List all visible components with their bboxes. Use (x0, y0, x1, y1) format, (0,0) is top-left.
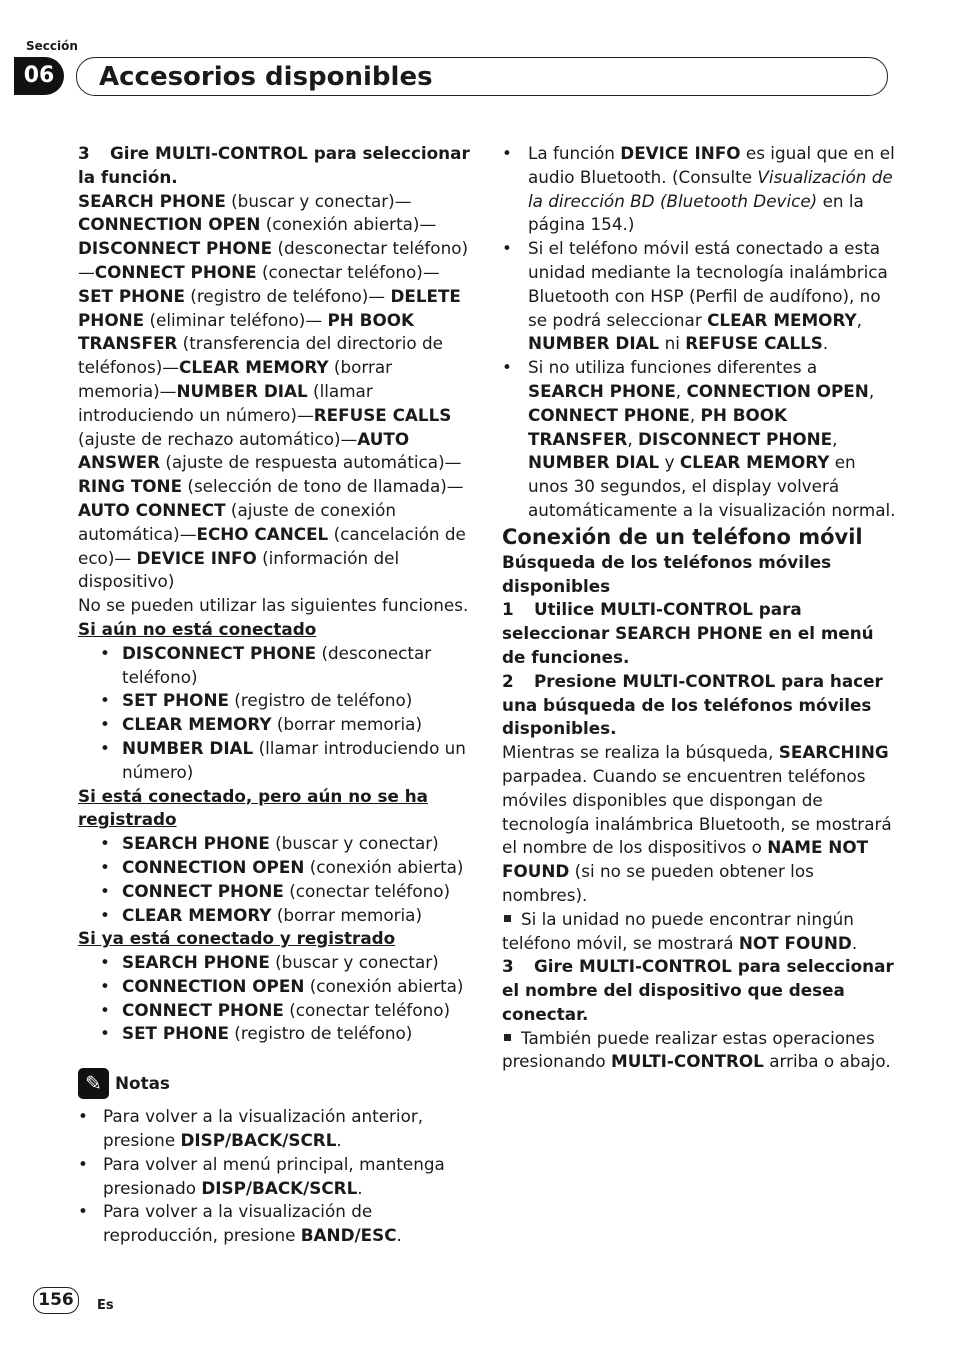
group-list (78, 951, 470, 1046)
pencil-icon: ✎ (78, 1068, 109, 1099)
subsection-heading: Búsqueda de los teléfonos móviles disponibles (502, 551, 832, 596)
notes-list (78, 1105, 470, 1248)
group-heading: Si está conectado, pero aún no se ha registrado (78, 785, 428, 830)
list-item: • CLEAR MEMORY (borrar memoria) (122, 713, 470, 737)
list-item: • NUMBER DIAL (llamar introduciendo un número) (122, 737, 470, 785)
language-code: Es (97, 1298, 114, 1313)
list-item: • CLEAR MEMORY (borrar memoria) (122, 904, 470, 928)
note-item: • Para volver a la visualización anterior, presione DISP/BACK/SCRL. (103, 1105, 470, 1153)
list-item: • DISCONNECT PHONE (desconectar teléfono) (122, 642, 470, 690)
info-bullets (502, 142, 896, 523)
list-item: • SET PHONE (registro de teléfono) (122, 689, 470, 713)
group-heading: Si ya está conectado y registrado (78, 928, 396, 949)
list-item: • SEARCH PHONE (buscar y conectar) (122, 832, 470, 856)
step-3-heading: 3 Gire MULTI-CONTROL para seleccionar la función. (78, 143, 470, 187)
page-title: Accesorios disponibles (99, 62, 433, 92)
section-number: 06 (14, 57, 64, 95)
function-list: SEARCH PHONE (buscar y conectar)— CONNECTION OPEN (conexión abierta)— DISCONNECT PHONE (desconectar teléfono) —CONNECT PHONE (conectar teléfono)— SET PHONE (registro de teléfono)— DELETE PHONE (eliminar teléfono)— PH BOOK TRANSFER (transferencia del directorio de teléfonos)—CLEAR MEMORY (borrar memoria)—NUMBER DIAL (llamar introduciendo un número)—REFUSE CALLS (ajuste de rechazo automático)—AUTO ANSWER (ajuste de respuesta automática)— RING TONE (selección de tono de llamada)— AUTO CONNECT (ajuste de conexión automática)—ECHO CANCEL (cancelación de eco)— DEVICE INFO (información del dispositivo) (78, 190, 469, 592)
square-bullet-icon (504, 1034, 511, 1041)
step-2-heading: 2 Presione MULTI-CONTROL para hacer una búsqueda de los teléfonos móviles disponibles. (502, 670, 883, 739)
list-item: • CONNECTION OPEN (conexión abierta) (122, 856, 470, 880)
list-item: • CONNECT PHONE (conectar teléfono) (122, 999, 470, 1023)
step-3-note: También puede realizar estas operaciones presionando MULTI-CONTROL arriba o abajo. (502, 1027, 891, 1072)
section-label: Sección (26, 39, 78, 53)
step-2-note: Si la unidad no puede encontrar ningún teléfono móvil, se mostrará NOT FOUND. (502, 908, 858, 953)
page-number: 156 (33, 1287, 79, 1314)
note-item: • Para volver al menú principal, mantenga presionado DISP/BACK/SCRL. (103, 1153, 470, 1201)
note-item: • Para volver a la visualización de reproducción, presione BAND/ESC. (103, 1200, 470, 1248)
left-column (78, 142, 470, 1248)
step-1-heading: 1 Utilice MULTI-CONTROL para seleccionar SEARCH PHONE en el menú de funciones. (502, 599, 874, 667)
group-list (78, 642, 470, 785)
square-bullet-icon (504, 915, 511, 922)
step-3-heading: 3 Gire MULTI-CONTROL para seleccionar el nombre del dispositivo que desea conectar. (502, 956, 894, 1024)
group-heading: Si aún no está conectado (78, 618, 317, 639)
step-2-body: Mientras se realiza la búsqueda, SEARCHING parpadea. Cuando se encuentren teléfonos móviles disponibles que dispongan de tecnología inalámbrica Bluetooth, se mostrará el nombre de los dispositivos o NAME NOT FOUND (si no se pueden obtener los nombres). (502, 742, 892, 905)
group-list (78, 832, 470, 927)
info-bullet: • Si el teléfono móvil está conectado a esta unidad mediante la tecnología inalámbrica Bluetooth con HSP (Perfil de audífono), no se podrá seleccionar CLEAR MEMORY, NUMBER DIAL ni REFUSE CALLS. (528, 237, 896, 356)
list-item: • CONNECT PHONE (conectar teléfono) (122, 880, 470, 904)
list-item: • CONNECTION OPEN (conexión abierta) (122, 975, 470, 999)
notes-heading: ✎ Notas (78, 1068, 470, 1099)
info-bullet: • La función DEVICE INFO es igual que en el audio Bluetooth. (Consulte Visualización de la dirección BD (Bluetooth Device) en la página 154.) (528, 142, 896, 237)
right-column (502, 142, 896, 1074)
title-frame (76, 57, 888, 96)
list-item: • SEARCH PHONE (buscar y conectar) (122, 951, 470, 975)
info-bullet: • Si no utiliza funciones diferentes a SEARCH PHONE, CONNECTION OPEN, CONNECT PHONE, PH BOOK TRANSFER, DISCONNECT PHONE, NUMBER DIAL y CLEAR MEMORY en unos 30 segundos, el display volverá automáticamente a la visualización normal. (528, 356, 896, 523)
list-item: • SET PHONE (registro de teléfono) (122, 1022, 470, 1046)
cannot-use-text: No se pueden utilizar las siguientes funciones. (78, 595, 469, 616)
section-heading: Conexión de un teléfono móvil (502, 524, 863, 549)
